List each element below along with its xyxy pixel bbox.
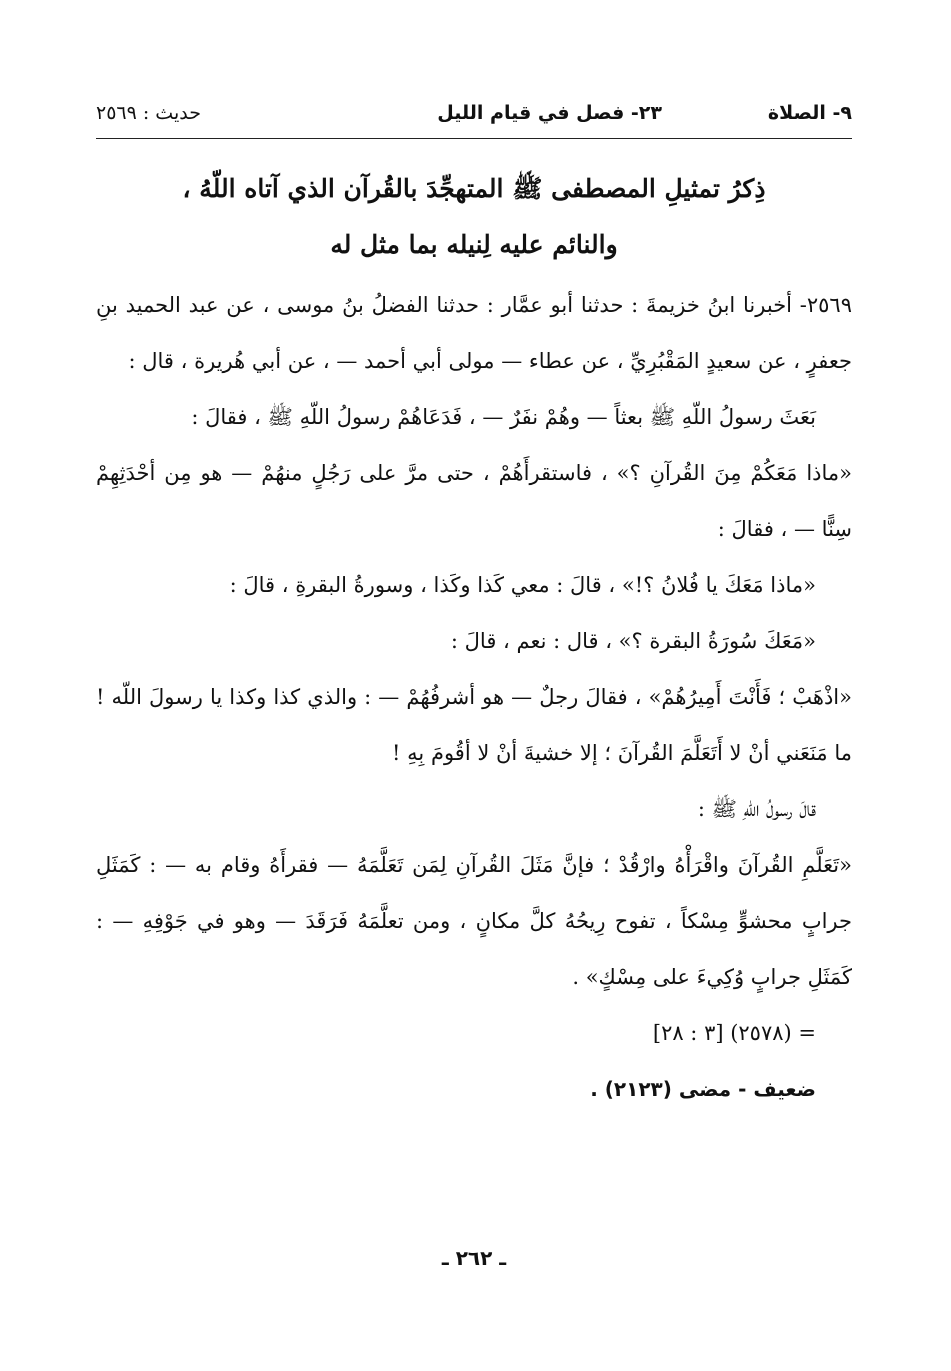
hadith-reference: حديث : ٢٥٦٩ <box>96 102 201 124</box>
narration-paragraph-7: «تَعَلَّمِ القُرآنَ واقْرَأْهُ وارْقُدْ ؛ فإنَّ مَثَلَ القُرآنِ لِمَن تَعَلَّمَهُ — فقرأَهُ وقام به — : كَمَثَلِ جرابٍ محشوٍّ مِسْكاً ، تفوح رِيحُهُ كلَّ مكانٍ ، ومن تعلَّمَهُ فَرَقَدَ — وهو في جَوْفِهِ — : كَمَثَلِ جرابٍ وُكِيءَ على مِسْكٍ» . <box>96 853 852 989</box>
section-title: ٢٣- فصل في قيام الليل <box>437 102 662 124</box>
isnad-paragraph: ٢٥٦٩- أخبرنا ابنُ خزيمةَ : حدثنا أبو عمَّار : حدثنا الفضلُ بنُ موسى ، عن عبد الحميد بنِ جعفرٍ ، عن سعيدٍ المَقْبُرِيِّ ، عن عطاء — مولى أبي أحمد — ، عن أبي هُريرة ، قال : <box>96 293 852 373</box>
hadith-body <box>96 277 852 1117</box>
chapter-title: ٩- الصلاة <box>767 102 852 124</box>
narration-paragraph-3: «ماذا مَعَكَ يا فُلانُ ؟!» ، قالَ : معي كَذا وكَذا ، وسورةُ البقرةِ ، قالَ : <box>229 573 816 597</box>
narration-paragraph-6: قالَ رسولُ اللّهِ ﷺ : <box>697 797 816 821</box>
chapter-heading <box>96 161 852 273</box>
narration-paragraph-2: «ماذا مَعَكُمْ مِنَ القُرآنِ ؟» ، فاستقرأَهُمْ ، حتى مرَّ على رَجُلٍ منهُمْ — هو مِن أحْدَثِهِمْ سِنًّا — ، فقالَ : <box>96 461 852 541</box>
cross-reference: = (٢٥٧٨) [٣ : ٢٨] <box>652 1021 816 1045</box>
page-header <box>96 86 852 139</box>
page-number: ـ ٢٦٢ ـ <box>441 1246 507 1270</box>
heading-line-2: والنائم عليه لِنيله بما مثل له <box>330 230 618 259</box>
document-page <box>96 86 852 1286</box>
narration-paragraph-1: بَعَثَ رسولُ اللّهِ ﷺ بعثاً — وهُمْ نفَرٌ — ، فَدَعَاهُمْ رسولُ اللّهِ ﷺ ، فقالَ : <box>191 405 816 429</box>
narration-paragraph-5: «اذْهَبْ ؛ فَأَنْتَ أَمِيرُهُمْ» ، فقالَ رجلٌ — هو أشرفُهُمْ — : والذي كذا وكذا يا رسولَ اللّه ! ما مَنَعَني أنْ لا أَتَعَلَّمَ القُرآنَ ؛ إلا خشيةَ أنْ لا أقُومَ بِهِ ! <box>96 685 852 765</box>
narration-paragraph-4: «مَعَكَ سُورَةُ البقرة ؟» ، قال : نعم ، قالَ : <box>450 629 816 653</box>
heading-line-1: ذِكرُ تمثيلِ المصطفى ﷺ المتهجِّدَ بالقُرآن الذي آتاه اللّهُ ، <box>182 174 766 203</box>
hadith-grade: ضعيف - مضى (٢١٢٣) . <box>590 1077 816 1101</box>
